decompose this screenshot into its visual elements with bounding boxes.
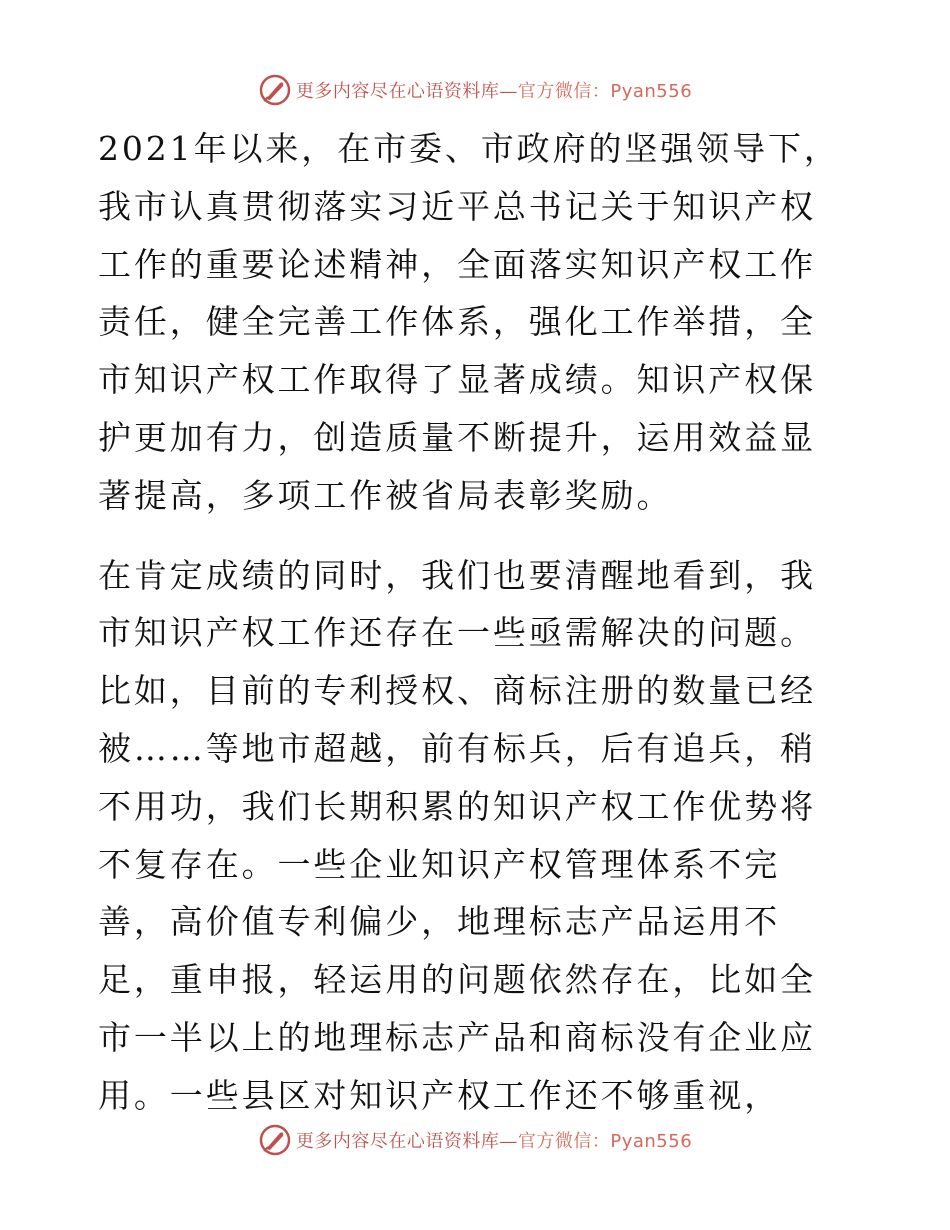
quill-logo-icon [258,1123,292,1157]
document-body [98,120,850,1125]
header-banner [0,70,950,110]
paragraph-2: 在肯定成绩的同时，我们也要清醒地看到，我市知识产权工作还存在一些亟需解决的问题。比如，目前的专利授权、商标注册的数量已经被……等地市超越，前有标兵，后有追兵，稍不用功，我们长期积累的知识产权工作优势将不复存在。一些企业知识产权管理体系不完善，高价值专利偏少，地理标志产品运用不足，重申报，轻运用的问题依然存在，比如全市一半以上的地理标志产品和商标没有企业应用。一些县区对知识产权工作还不够重视， [98,555,816,1115]
quill-logo-icon [258,73,292,107]
banner-separator: — [499,1131,518,1152]
banner-text: 更多内容尽在心语资料库 [295,81,500,102]
banner-separator: — [499,81,518,102]
banner-wechat: 官方微信：Pyan556 [517,1131,693,1152]
banner-wechat: 官方微信：Pyan556 [517,81,693,102]
paragraph-1: 2021年以来，在市委、市政府的坚强领导下，我市认真贯彻落实习近平总书记关于知识产权工作的重要论述精神，全面落实知识产权工作责任，健全完善工作体系，强化工作举措，全市知识产权工作取得了显著成绩。知识产权保护更加有力，创造质量不断提升，运用效益显著提高，多项工作被省局表彰奖励。 [98,129,840,515]
banner-text: 更多内容尽在心语资料库 [295,1131,500,1152]
footer-banner [0,1120,950,1160]
